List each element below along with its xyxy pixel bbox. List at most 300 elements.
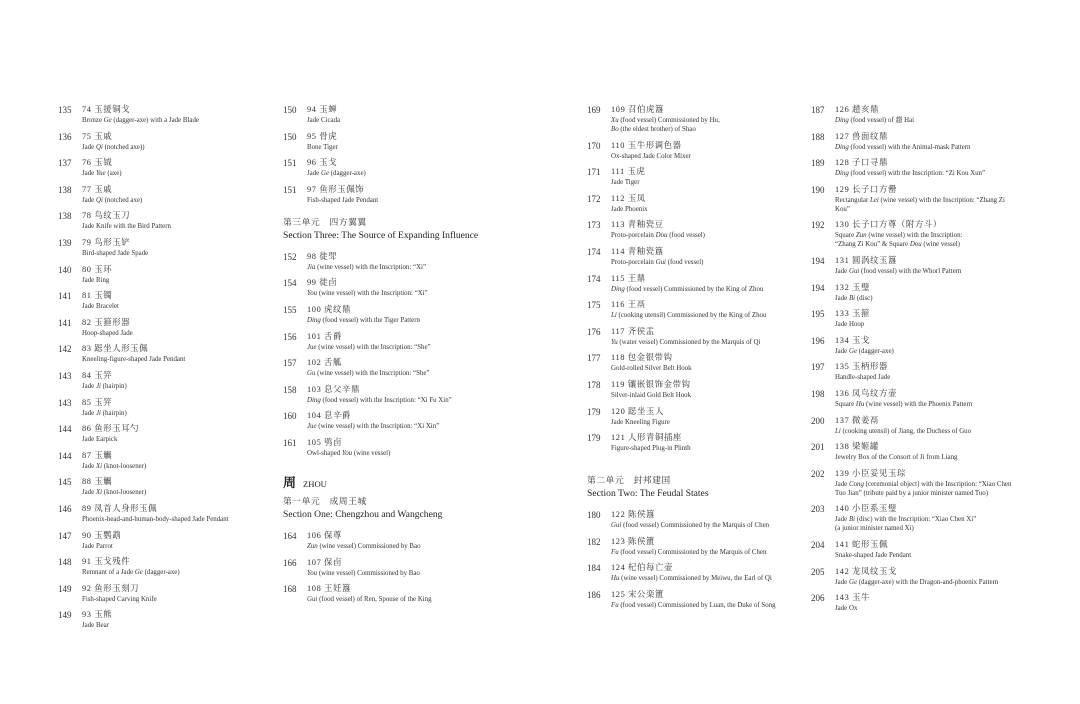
entry-title-zh: 95 骨虎 [307,131,338,141]
entry-title-en: You (wine vessel) Commissioned by Bao [307,569,420,577]
entry-title-en: Li (cooking utensil) Commissioned by the King of Zhou [611,312,767,320]
entry-title-zh: 86 鱼形玉耳勺 [82,424,140,434]
entry-title-zh: 121 人形青铜插座 [611,433,682,443]
catalogue-entry [811,388,1021,409]
page-number: 180 [587,510,601,521]
entry-title-en: Figure-shaped Plug-in Plinth [611,445,691,453]
entry-title-en: Jue (wine vessel) with the Inscription: “She” [307,343,431,351]
page-number: 156 [283,331,297,342]
catalogue-entry [58,184,268,205]
entry-title-zh: 140 小臣系玉璧 [835,504,897,514]
entry-title-en: Li (cooking utensil) of Jiang, the Duchess of Guo [835,427,972,435]
catalogue-entry [811,566,1021,587]
section-title-zh: 第一单元 成周王城 [283,495,367,506]
section-title-zh: 第三单元 四方翼翼 [283,216,367,227]
page-number: 141 [58,291,72,302]
entry-title-en: Jade Earpick [82,436,118,444]
index-column-2 [283,104,493,610]
entry-title-zh: 110 玉牛形调色器 [611,140,682,150]
catalogue-entry [58,317,268,338]
catalogue-entry [58,556,268,577]
catalogue-entry [58,476,268,497]
catalogue-entry [283,157,493,178]
entry-title-en: Ding (food vessel) of 趞 Hai [835,117,915,124]
catalogue-entry [811,157,1021,178]
entry-title-en: Silver-inlaid Gold Belt Hook [611,391,692,399]
page-number: 182 [587,536,601,547]
entry-title-en: Fu (food vessel) Commissioned by Luan, the Duke of Song [611,601,776,609]
entry-title-zh: 128 子口寻鼎 [835,158,888,168]
entry-title-en: Gold-rolled Silver Belt Hook [611,365,692,373]
entry-title-zh: 115 王鼎 [611,273,646,283]
page-number: 141 [58,317,72,328]
page-number: 192 [811,220,825,231]
page-number: 152 [283,251,297,262]
page-number: 176 [587,326,601,337]
catalogue-entry [811,361,1021,382]
page-number: 146 [58,503,72,514]
catalogue-entry [283,251,493,272]
entry-title-en: Phoenix-head-and-human-body-shaped Jade Pendant [82,515,229,523]
entry-title-en: Hoop-shaped Jade [82,329,133,337]
entry-title-en: Jade Cicada [307,117,341,124]
entry-title-zh: 74 玉援铜戈 [82,105,131,114]
catalogue-entry [811,282,1021,303]
index-column-1 [58,104,268,636]
entry-title-en: Jade Bear [82,622,109,630]
entry-title-en: Jade Kneeling Figure [611,418,670,426]
catalogue-entry [587,140,797,161]
catalogue-entry [587,299,797,320]
catalogue-entry [283,530,493,551]
entry-title-en: Jade Ox [835,605,858,613]
catalogue-entry [587,509,797,530]
entry-title-en: Ding (food vessel) with the Animal-mask Pattern [835,143,971,151]
catalogue-entry [58,290,268,311]
entry-title-zh: 112 玉凤 [611,193,646,203]
page-number: 140 [58,264,72,275]
entry-list [587,104,797,453]
catalogue-entry [811,503,1021,533]
catalogue-entry [58,450,268,471]
page-number: 194 [811,282,825,293]
section-two-heading [587,473,797,500]
page-number: 150 [283,131,297,142]
entry-title-zh: 139 小臣妥见玉琮 [835,468,906,478]
entry-title-zh: 102 舌觚 [307,358,343,368]
page-number: 195 [811,309,825,320]
catalogue-entry [58,210,268,231]
catalogue-entry [811,415,1021,436]
entry-title-zh: 79 鸟形玉铲 [82,237,131,247]
entry-title-zh: 101 舌爵 [307,331,343,341]
entry-title-en: Jade Ge (dagger-axe) [307,170,366,178]
catalogue-entry [283,384,493,405]
catalogue-entry [283,304,493,325]
catalogue-entry [811,539,1021,560]
entry-title-en: Owl-shaped You (wine vessel) [307,449,391,457]
entry-title-zh: 131 圆涡纹玉簋 [835,255,897,265]
catalogue-entry [283,331,493,352]
entry-title-zh: 76 玉钺 [82,158,113,168]
page-number: 198 [811,388,825,399]
entry-title-en: Bone Tiger [307,143,338,151]
page-number: 175 [587,300,601,311]
page-number: 186 [587,589,601,600]
entry-title-zh: 85 玉笄 [82,397,113,407]
catalogue-entry [811,131,1021,152]
entry-title-zh: 111 玉虎 [611,167,646,177]
page-number: 190 [811,184,825,195]
page-number: 137 [58,158,72,169]
catalogue-entry [587,104,797,134]
era-heading-zhou [283,472,493,492]
page-number: 178 [587,379,601,390]
entry-title-zh: 122 陈侯簋 [611,510,655,520]
page-number: 138 [58,211,72,222]
catalogue-entry [587,406,797,427]
catalogue-entry [58,503,268,524]
entry-title-zh: 127 兽面纹鼎 [835,131,888,141]
entry-title-zh: 104 息辛爵 [307,411,351,421]
catalogue-entry [811,104,1021,125]
entry-title-en: Gui (food vessel) of Ren, Spouse of the King [307,596,432,604]
page-number: 179 [587,433,601,444]
entry-title-en: Jade Ge (dagger-axe) with the Dragon-and-phoenix Pattern [835,578,999,586]
entry-title-en: Snake-shaped Jade Pendant [835,551,912,559]
catalogue-entry [283,277,493,298]
entry-title-zh: 117 齐侯盂 [611,326,655,336]
entry-title-en: Yu (water vessel) Commissioned by the Marquis of Qi [611,338,761,346]
page-number: 161 [283,437,297,448]
catalogue-entry [283,357,493,378]
entry-list [587,509,797,610]
era-title-zh: 周 [283,474,297,490]
catalogue-entry [811,335,1021,356]
entry-title-en: Jade Ji (hairpin) [82,409,127,417]
page-number: 194 [811,255,825,266]
page-number: 136 [58,131,72,142]
page-number: 160 [283,411,297,422]
page-number: 189 [811,158,825,169]
page-number: 158 [283,384,297,395]
page-number: 177 [587,353,601,364]
entry-title-zh: 113 青釉瓷豆 [611,220,664,230]
page-number: 155 [283,304,297,315]
entry-title-en: Kneeling-figure-shaped Jade Pendant [82,356,186,364]
page-number: 201 [811,442,825,453]
catalogue-entry [283,131,493,152]
catalogue-entry [811,184,1021,214]
entry-title-en: Zun (wine vessel) Commissioned by Bao [307,542,421,550]
entry-list [811,104,1021,613]
catalogue-entry [587,352,797,373]
catalogue-entry [283,184,493,205]
section-title-en: Section Three: The Source of Expanding Influence [283,229,479,241]
entry-title-zh: 133 玉箍 [835,309,871,319]
page-number: 147 [58,530,72,541]
entry-title-en: Jade Yue (axe) [82,170,122,178]
page-number: 200 [811,415,825,426]
entry-title-zh: 98 徙斝 [307,251,338,261]
page-number: 139 [58,237,72,248]
entry-title-en: Xu (food vessel) Commissioned by Hu, Bo (the eldest brother) of Shao [611,117,720,133]
page-number: 151 [283,184,297,195]
entry-title-en: Jade Xi (knot-loosener) [82,462,147,470]
entry-title-en: Fish-shaped Carving Knife [82,595,157,603]
entry-title-zh: 124 杞伯每亡壶 [611,563,673,573]
catalogue-entry [58,583,268,604]
catalogue-entry [811,441,1021,462]
section-three-heading [283,215,493,242]
page-number: 187 [811,105,825,115]
entry-title-en: Jade Gui (food vessel) with the Whorl Pattern [835,267,962,275]
entry-title-zh: 81 玉镯 [82,291,113,301]
entry-title-en: Jade Bi (disc) [835,294,873,302]
entry-title-zh: 78 鸟纹玉刀 [82,211,131,221]
catalogue-entry [58,343,268,364]
entry-list [283,530,493,604]
entry-title-en: Square Zun (wine vessel) with the Inscription: “Zhang Zi Kou” & Square Dou (wine vessel) [835,232,963,249]
entry-title-zh: 138 梁姬罐 [835,442,879,452]
entry-title-zh: 96 玉戈 [307,158,338,168]
page-number: 174 [587,273,601,284]
page-number: 197 [811,362,825,373]
entry-title-zh: 141 蛇形玉佩 [835,539,888,549]
entry-title-zh: 89 凤首人身形玉佩 [82,503,158,513]
page-number: 135 [58,105,72,115]
catalogue-entry [58,397,268,418]
entry-title-en: Jade Hoop [835,321,865,329]
entry-title-zh: 123 陈侯簠 [611,536,655,546]
catalogue-entry [283,104,493,125]
section-title-en: Section One: Chengzhou and Wangcheng [283,508,443,520]
entry-title-en: Jade Ge (dagger-axe) [835,347,894,355]
page-number: 148 [58,557,72,568]
page-number: 144 [58,450,72,461]
entry-title-en: Bird-shaped Jade Spade [82,249,149,257]
entry-title-en: Jade Knife with the Bird Pattern [82,223,171,231]
catalogue-entry [58,423,268,444]
page-number: 202 [811,468,825,479]
catalogue-entry [58,104,268,125]
entry-title-en: Jia (wine vessel) with the Inscription: “Xi” [307,263,427,271]
entry-title-zh: 129 长子口方罍 [835,184,897,194]
page-number: 172 [587,193,601,204]
catalogue-entry [58,530,268,551]
entry-title-en: Jade Bi (disc) with the Inscription: “Xiao Chen Xi” (a junior minister named Xi) [835,516,977,533]
entry-title-zh: 136 凤鸟纹方壶 [835,388,897,398]
entry-title-zh: 99 徙卣 [307,278,338,288]
entry-title-zh: 134 玉戈 [835,335,871,345]
entry-title-en: Fish-shaped Jade Pendant [307,196,379,204]
page-number: 138 [58,184,72,195]
page-number: 166 [283,557,297,568]
entry-title-zh: 132 玉璧 [835,282,871,292]
entry-title-zh: 137 微姜鬲 [835,415,879,425]
entry-title-zh: 118 包金银带钩 [611,353,673,363]
catalogue-entry [587,166,797,187]
entry-title-zh: 130 长子口方尊（附方斗） [835,220,942,230]
catalogue-entry [587,326,797,347]
page-number: 169 [587,105,601,115]
entry-title-en: Proto-porcelain Dou (food vessel) [611,232,705,240]
entry-title-zh: 100 虎纹鼎 [307,304,351,314]
catalogue-entry [587,379,797,400]
entry-title-zh: 125 宋公栾簠 [611,589,664,599]
catalogue-entry [58,131,268,152]
entry-title-en: You (wine vessel) with the Inscription: “Xi” [307,290,428,298]
section-title-zh: 第二单元 封邦建国 [587,475,671,486]
section-title-en: Section Two: The Feudal States [587,488,709,500]
entry-title-en: Gui (food vessel) Commissioned by the Marquis of Chen [611,522,770,530]
catalogue-entry [587,589,797,610]
page-number: 143 [58,397,72,408]
entry-title-en: Ox-shaped Jade Color Mixer [611,152,691,160]
entry-title-zh: 82 玉箍形器 [82,317,131,327]
catalogue-entry [587,246,797,267]
entry-title-en: Hu (wine vessel) Commissioned by Meiwu, the Earl of Qi [611,575,772,583]
page-number: 150 [283,105,297,115]
page-number: 149 [58,583,72,594]
catalogue-entry [58,609,268,630]
entry-title-en: Handle-shaped Jade [835,374,891,382]
entry-title-zh: 75 玉戚 [82,131,113,141]
page-number: 205 [811,566,825,577]
catalogue-entry [811,468,1021,498]
entry-title-en: Jade Tiger [611,179,640,187]
page-number: 164 [283,530,297,541]
entry-title-zh: 93 玉熊 [82,610,113,620]
entry-title-zh: 80 玉环 [82,264,113,274]
catalogue-entry [587,432,797,453]
page-number: 184 [587,563,601,574]
page-number: 154 [283,278,297,289]
section-one-heading [283,494,493,521]
entry-title-zh: 87 玉觽 [82,450,113,460]
page-number: 149 [58,610,72,621]
entry-title-zh: 91 玉戈残件 [82,557,131,567]
page-number: 168 [283,584,297,595]
entry-title-en: Square Hu (wine vessel) with the Phoenix Pattern [835,400,973,408]
entry-title-zh: 119 镶嵌银饰金带钩 [611,379,691,389]
page-number: 188 [811,131,825,142]
entry-list [58,104,268,630]
entry-title-en: Remnant of a Jade Ge (dagger-axe) [82,569,180,577]
page-number: 196 [811,335,825,346]
entry-title-zh: 83 跽坐人形玉佩 [82,344,149,354]
catalogue-entry [811,255,1021,276]
page-number: 143 [58,370,72,381]
page-number: 204 [811,539,825,550]
index-column-4 [811,104,1021,619]
entry-title-zh: 126 趞亥鼎 [835,105,879,114]
entry-title-en: Rectangular Lei (wine vessel) with the Inscription: “Zhang Zi Kou” [835,196,1005,213]
entry-title-zh: 135 玉柄形器 [835,362,888,372]
page-number: 171 [587,167,601,178]
page-number: 170 [587,140,601,151]
page-number: 203 [811,504,825,515]
page-number: 142 [58,344,72,355]
era-title-en: ZHOU [303,478,327,489]
entry-list [283,104,493,205]
catalogue-entry [811,219,1021,249]
entry-list [283,251,493,458]
entry-title-en: Jade Ring [82,276,110,284]
catalogue-entry [587,536,797,557]
page-number: 179 [587,406,601,417]
catalogue-entry [587,273,797,294]
page-number: 206 [811,593,825,604]
catalogue-entry [58,157,268,178]
entry-title-en: Jade Cong (ceremonial object) with the Inscription: “Xiao Chen Tuo Jian” (tribute paid by a junior minister named Tuo) [835,480,1012,497]
entry-title-en: Ding (food vessel) Commissioned by the King of Zhou [611,285,764,293]
entry-title-en: Proto-porcelain Gui (food vessel) [611,258,704,266]
entry-title-en: Jade Parrot [82,542,113,550]
entry-title-zh: 92 鱼形玉刻刀 [82,583,140,593]
entry-title-zh: 143 玉牛 [835,593,871,603]
entry-title-en: Jewelry Box of the Consort of Ji from Liang [835,454,958,462]
entry-title-en: Jade Qi (notched axe) [82,196,143,204]
entry-title-zh: 120 跽坐玉人 [611,406,664,416]
entry-title-en: Gu (wine vessel) with the Inscription: “She” [307,370,430,378]
page-number: 173 [587,220,601,231]
entry-title-zh: 106 保尊 [307,530,343,540]
catalogue-entry [283,583,493,604]
page-number: 144 [58,424,72,435]
catalogue-entry [587,193,797,214]
entry-title-zh: 103 息父辛鼎 [307,384,360,394]
entry-title-zh: 84 玉笄 [82,370,113,380]
entry-title-zh: 142 龙凤纹玉戈 [835,566,897,576]
catalogue-entry [58,370,268,391]
catalogue-entry [58,237,268,258]
entry-title-zh: 109 召伯虎簋 [611,105,664,114]
catalogue-entry [283,437,493,458]
entry-title-zh: 88 玉觽 [82,477,113,487]
catalogue-entry [283,557,493,578]
catalogue-entry [811,308,1021,329]
entry-title-zh: 94 玉蝉 [307,105,338,114]
entry-title-en: Jade Phoenix [611,205,648,213]
entry-title-zh: 116 王鬲 [611,300,646,310]
entry-title-en: Jade Bracelet [82,303,119,311]
entry-title-en: Jade Xi (knot-loosener) [82,489,147,497]
entry-title-en: Jade Ji (hairpin) [82,382,127,390]
catalogue-entry [811,592,1021,613]
entry-title-zh: 97 鱼形玉佩饰 [307,184,365,194]
catalogue-entry [587,562,797,583]
entry-title-zh: 90 玉鹦鹉 [82,530,122,540]
entry-title-en: Ding (food vessel) with the Tiger Pattern [307,316,420,324]
entry-title-zh: 107 保卣 [307,557,343,567]
entry-title-en: Jue (wine vessel) with the Inscription: “Xi Xin” [307,423,440,431]
page-number: 151 [283,158,297,169]
entry-title-en: Fu (food vessel) Commissioned by the Marquis of Chen [611,548,767,556]
entry-title-zh: 105 鸮卣 [307,437,343,447]
entry-title-en: Ding (food vessel) with the Inscription: “Zi Kou Xun” [835,170,986,178]
entry-title-en: Ding (food vessel) with the Inscription: “Xi Fu Xin” [307,396,452,404]
entry-title-zh: 77 玉戚 [82,184,113,194]
page-number: 174 [587,246,601,257]
entry-title-zh: 108 王妊簋 [307,584,351,594]
page-number: 145 [58,477,72,488]
catalogue-entry [58,264,268,285]
catalogue-entry [587,219,797,240]
entry-title-zh: 114 青釉瓷簋 [611,246,664,256]
page-number: 157 [283,358,297,369]
index-column-3 [587,104,797,616]
